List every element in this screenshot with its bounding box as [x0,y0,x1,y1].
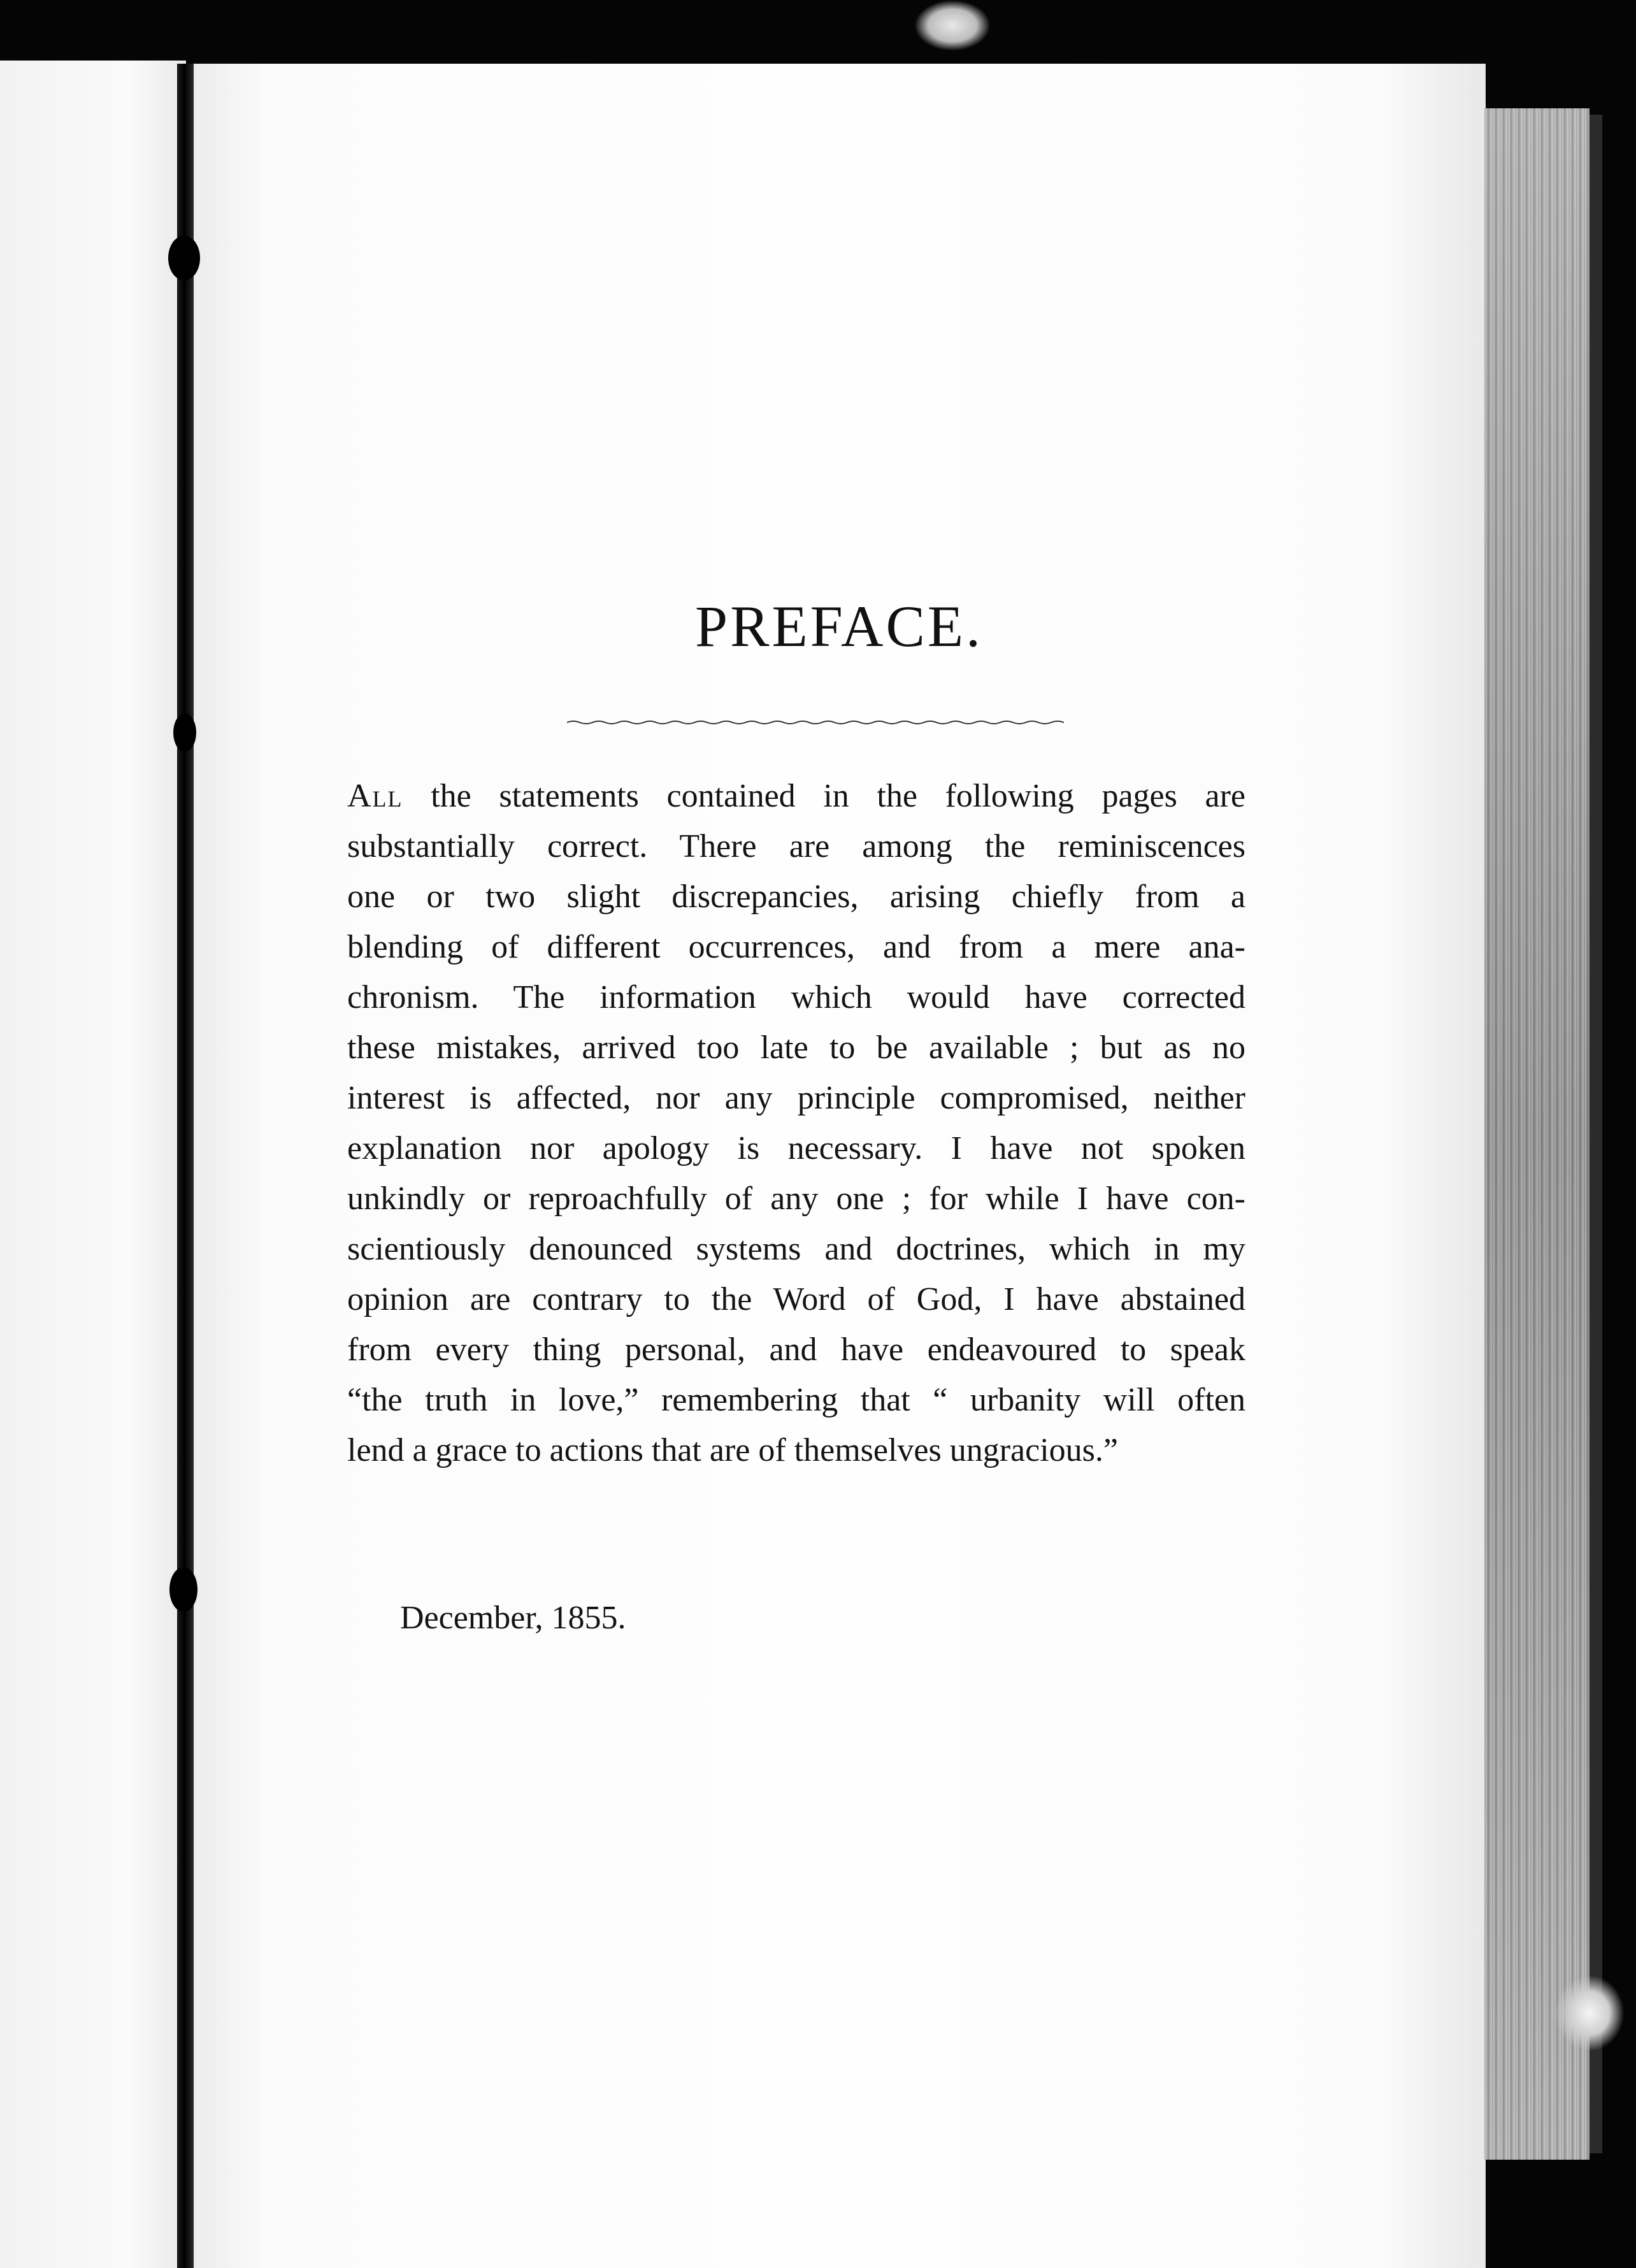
previous-page-edge [0,61,186,2268]
page-edge-shadow [1589,115,1602,2153]
text-line: substantially correct. There are among the reminiscences [347,828,1245,865]
page-title: PREFACE. [694,594,984,659]
text-line: opinion are contrary to the Word of God, I have abstained [347,1281,1245,1317]
text-line: from every thing personal, and have endeavoured to speak [347,1331,1245,1368]
preface-body [347,771,1245,1475]
book-gutter [177,64,194,2268]
page-edges-stack [1484,108,1589,2160]
text-line: one or two slight discrepancies, arising chiefly from a [347,879,1245,915]
text-line: chronism. The information which would have corrected [347,979,1245,1016]
text-line: “the truth in love,” remembering that “ urbanity will often [347,1382,1245,1418]
lead-word: All [347,778,403,814]
text-line: explanation nor apology is necessary. I have not spoken [347,1130,1245,1166]
text-line: these mistakes, arrived too late to be available ; but as no [347,1030,1245,1066]
scan-artifact [1554,1975,1625,2051]
scan-artifact [914,0,991,51]
preface-date: December, 1855. [400,1600,626,1636]
text-line: All the statements contained in the following pages are [347,778,1245,814]
text-line: scientiously denounced systems and doctrines, which in my [347,1231,1245,1267]
text-line: blending of different occurrences, and from a mere ana- [347,929,1245,965]
text-line: interest is affected, nor any principle compromised, neither [347,1080,1245,1116]
text-line: unkindly or reproachfully of any one ; for while I have con- [347,1181,1245,1217]
text-line: lend a grace to actions that are of themselves ungracious.” [347,1432,1118,1468]
decorative-rule [567,719,1064,726]
